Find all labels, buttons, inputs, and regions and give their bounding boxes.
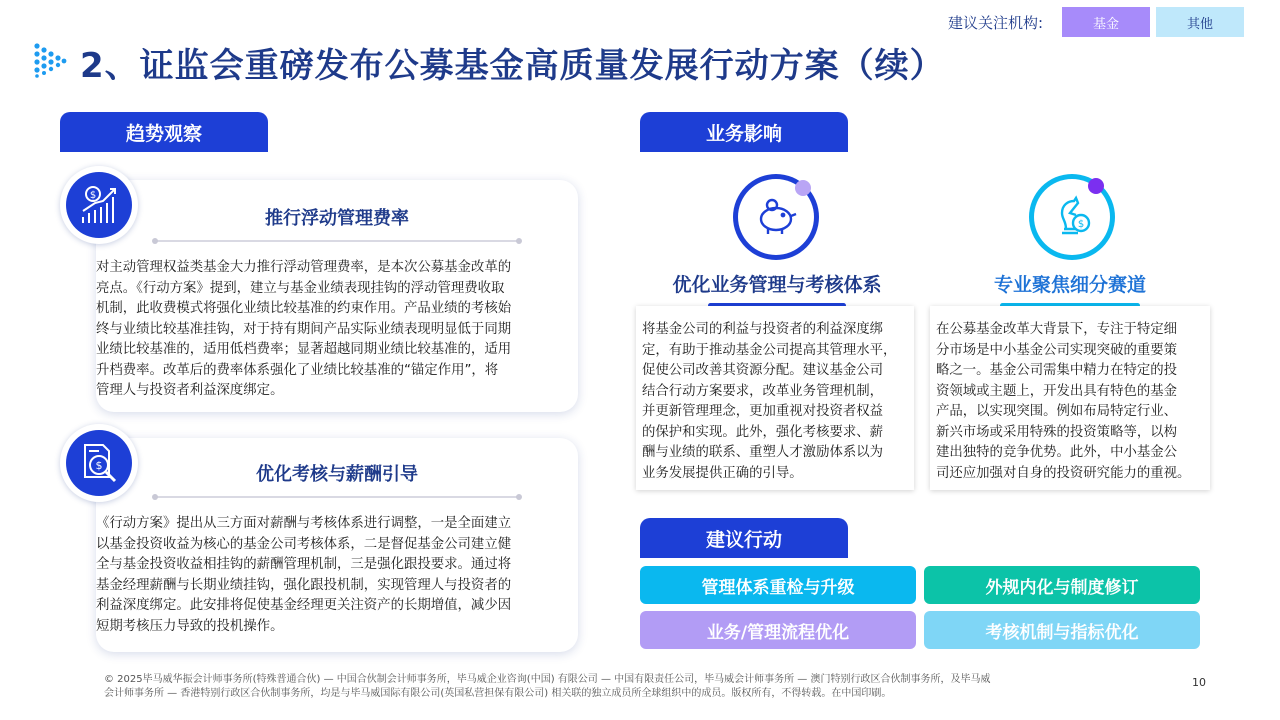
card-body [96, 258, 556, 402]
body-line: 终与业绩比较基准挂钩，对于持有期间产品实际业绩表现明显低于同期 [96, 321, 512, 337]
trend-section-tab: 趋势观察 [60, 112, 268, 152]
impact-box-management [636, 306, 914, 490]
trend-card-compensation [96, 438, 578, 652]
divider [154, 240, 520, 242]
action-button-regulation[interactable]: 外规内化与制度修订 [924, 566, 1200, 604]
divider [154, 496, 520, 498]
tag-other[interactable]: 其他 [1156, 7, 1244, 37]
body-line: 以基金投资收益为核心的基金公司考核体系，二是督促基金公司建立健 [96, 536, 512, 552]
recommend-label: 建议关注机构: [948, 14, 1044, 32]
body-line: 分市场是中小基金公司实现突破的重要策 [936, 342, 1178, 358]
impact-title-niche: 专业聚焦细分赛道 [993, 274, 1146, 296]
impact-section-tab: 业务影响 [640, 112, 848, 152]
chart-growth-icon [60, 166, 138, 244]
body-line: 司还应加强对自身的投资研究能力的重视。 [936, 465, 1191, 481]
body-line: 在公募基金改革大背景下，专注于特定细 [936, 322, 1178, 337]
card-body [96, 514, 556, 637]
body-line: 对主动管理权益类基金大力推行浮动管理费率，是本次公募基金改革的 [96, 260, 512, 275]
body-line: 《行动方案》提出从三方面对薪酬与考核体系进行调整，一是全面建立 [96, 516, 512, 531]
body-line: 亮点。《行动方案》提到，建立与基金业绩表现挂钩的浮动管理费收取 [96, 280, 505, 296]
body-line: 业务发展提供正确的引导。 [642, 465, 803, 481]
body-line: 产品，以实现突围。例如布局特定行业、 [936, 404, 1178, 419]
body-line: 酬与业绩的联系、重塑人才激励体系以为 [642, 445, 884, 460]
action-button-system-review[interactable]: 管理体系重检与升级 [640, 566, 916, 604]
body-line: 业绩比较基准的，适用低档费率；显著超越同期业绩比较基准的，适用 [96, 342, 512, 357]
trend-card-floating-fee [96, 180, 578, 412]
body-line: 的保护和实现。此外，强化考核要求、薪 [642, 424, 884, 440]
action-button-process[interactable]: 业务/管理流程优化 [640, 611, 916, 649]
copyright-footer [104, 673, 1044, 701]
impact-box-niche [930, 306, 1210, 490]
svg-text:$: $ [89, 190, 97, 201]
accent-dot [1088, 178, 1104, 194]
body-line: 全与基金投资收益相挂钩的薪酬管理机制，三是强化跟投要求。通过将 [96, 557, 512, 572]
body-line: 促使公司改善其资源分配。建议基金公司 [642, 363, 884, 378]
body-line: 基金经理薪酬与长期业绩挂钩，强化跟投机制，实现管理人与投资者的 [96, 577, 512, 593]
footer-line: 会计师事务所 — 香港特别行政区合伙制事务所，均是与毕马威国际有限公司(英国私营担保有限公司) 相关联的独立成员所全球组织中的成员。版权所有，不得转载。在中国印刷。 [104, 688, 892, 699]
svg-text:$: $ [95, 459, 103, 472]
body-line: 管理人与投资者利益深度绑定。 [96, 383, 284, 398]
action-section-tab: 建议行动 [640, 518, 848, 558]
card-title: 优化考核与薪酬引导 [256, 464, 418, 485]
page-number: 10 [1192, 676, 1206, 689]
body-line: 建出独特的竞争优势。此外，中小基金公 [936, 445, 1178, 460]
body-line: 短期考核压力导致的投机操作。 [96, 618, 284, 634]
body-line: 将基金公司的利益与投资者的利益深度绑 [642, 322, 884, 337]
accent-dot [795, 180, 811, 196]
body-line: 机制，此收费模式将强化业绩比较基准的约束作用。产品业绩的考核始 [96, 301, 512, 316]
tag-fund[interactable]: 基金 [1062, 7, 1150, 37]
card-title: 推行浮动管理费率 [265, 208, 409, 229]
body-line: 略之一。基金公司需集中精力在特定的投 [936, 363, 1178, 378]
impact-title-management: 优化业务管理与考核体系 [672, 274, 882, 296]
body-line: 并更新管理理念，更加重视对投资者权益 [642, 404, 884, 419]
title-arrow-icon [33, 42, 67, 78]
footer-line: © 2025毕马威华振会计师事务所(特殊普通合伙) — 中国合伙制会计师事务所，毕马威企业咨询(中国) 有限公司 — 中国有限责任公司，毕马威会计师事务所 — 澳门特别行政区合伙制事务所，及毕马威 [104, 674, 991, 685]
document-search-icon [60, 424, 138, 502]
page-title: 2、证监会重磅发布公募基金高质量发展行动方案（续） [80, 46, 945, 86]
body-line: 定，有助于推动基金公司提高其管理水平， [642, 342, 897, 358]
svg-text:$: $ [1077, 219, 1085, 230]
action-button-assessment[interactable]: 考核机制与指标优化 [924, 611, 1200, 649]
body-line: 新兴市场或采用特殊的投资策略等，以构 [936, 424, 1178, 440]
body-line: 资领域或主题上，开发出具有特色的基金 [936, 383, 1178, 399]
body-line: 结合行动方案要求，改革业务管理机制， [642, 383, 884, 399]
body-line: 利益深度绑定。此安排将促使基金经理更关注资产的长期增值，减少因 [96, 598, 512, 613]
body-line: 升档费率。改革后的费率体系强化了业绩比较基准的“锚定作用”，将 [96, 362, 499, 378]
